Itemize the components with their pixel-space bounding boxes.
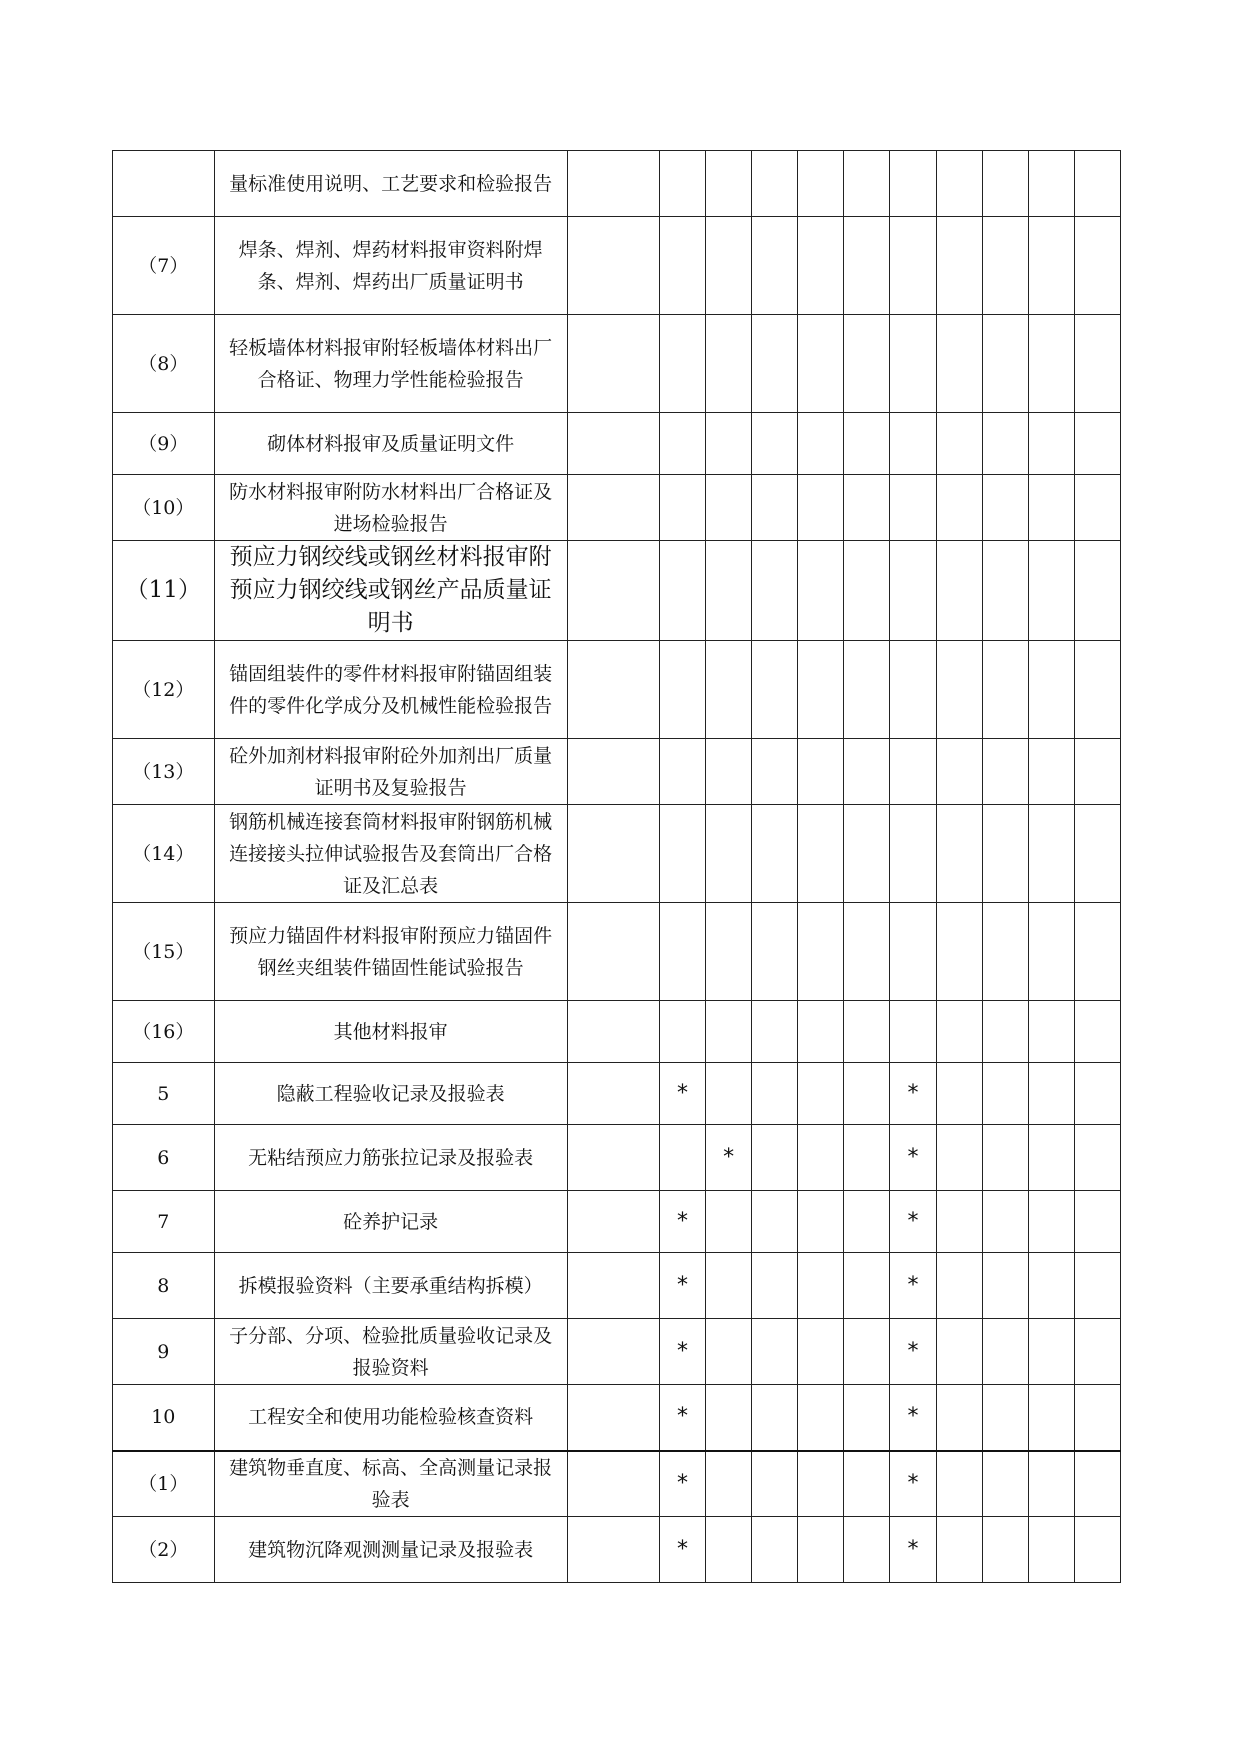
- table-row: [113, 151, 1121, 217]
- row-number: （7）: [113, 217, 215, 315]
- check-cell: *: [890, 1517, 936, 1583]
- check-cell: [752, 475, 798, 541]
- check-cell: [1028, 1517, 1074, 1583]
- check-cell: [890, 739, 936, 805]
- check-cell: [844, 641, 890, 739]
- check-cell: [844, 217, 890, 315]
- check-cell: [844, 903, 890, 1001]
- table-row: [113, 475, 1121, 541]
- check-cell: [982, 475, 1028, 541]
- check-cell: [844, 1517, 890, 1583]
- check-cell: [936, 1385, 982, 1451]
- check-cell: [659, 1125, 705, 1191]
- check-cell: [752, 1517, 798, 1583]
- check-cell: [752, 315, 798, 413]
- check-cell: [752, 1001, 798, 1063]
- check-cell: [982, 151, 1028, 217]
- check-cell: *: [659, 1319, 705, 1385]
- check-cell: [1074, 1001, 1120, 1063]
- check-cell: [982, 1451, 1028, 1517]
- check-cell: [798, 217, 844, 315]
- item-description: 建筑物垂直度、标高、全高测量记录报验表: [214, 1451, 567, 1517]
- check-cell: [752, 1319, 798, 1385]
- check-cell: [706, 217, 752, 315]
- check-cell: [567, 475, 659, 541]
- check-cell: [982, 739, 1028, 805]
- check-cell: *: [659, 1063, 705, 1125]
- check-cell: [567, 217, 659, 315]
- check-cell: [798, 641, 844, 739]
- check-cell: *: [659, 1517, 705, 1583]
- check-cell: [798, 151, 844, 217]
- check-cell: [936, 1001, 982, 1063]
- row-number: 6: [113, 1125, 215, 1191]
- check-cell: [567, 151, 659, 217]
- check-cell: [659, 413, 705, 475]
- row-number: （1）: [113, 1451, 215, 1517]
- check-cell: [798, 1451, 844, 1517]
- item-description: 防水材料报审附防水材料出厂合格证及进场检验报告: [214, 475, 567, 541]
- check-cell: [890, 475, 936, 541]
- item-description: 拆模报验资料（主要承重结构拆模）: [214, 1253, 567, 1319]
- check-cell: [844, 1253, 890, 1319]
- check-cell: [1074, 1125, 1120, 1191]
- check-cell: *: [659, 1451, 705, 1517]
- check-cell: *: [659, 1191, 705, 1253]
- check-cell: [752, 1063, 798, 1125]
- check-cell: [706, 1451, 752, 1517]
- check-cell: [798, 1253, 844, 1319]
- check-cell: [1028, 1063, 1074, 1125]
- row-number: （13）: [113, 739, 215, 805]
- row-number: （12）: [113, 641, 215, 739]
- item-description: 建筑物沉降观测测量记录及报验表: [214, 1517, 567, 1583]
- check-cell: [752, 1125, 798, 1191]
- check-cell: [752, 541, 798, 641]
- table-row: [113, 413, 1121, 475]
- check-cell: [659, 315, 705, 413]
- check-cell: [659, 805, 705, 903]
- check-cell: [982, 805, 1028, 903]
- check-cell: [798, 903, 844, 1001]
- table-row: [113, 541, 1121, 641]
- check-cell: [1074, 413, 1120, 475]
- check-cell: [798, 1125, 844, 1191]
- check-cell: [567, 315, 659, 413]
- row-number: 5: [113, 1063, 215, 1125]
- check-cell: [1074, 1451, 1120, 1517]
- check-cell: [1074, 151, 1120, 217]
- check-cell: [1028, 739, 1074, 805]
- check-cell: [706, 739, 752, 805]
- check-cell: [844, 1385, 890, 1451]
- check-cell: [982, 903, 1028, 1001]
- check-cell: [752, 739, 798, 805]
- check-cell: [752, 413, 798, 475]
- check-cell: [798, 805, 844, 903]
- item-description: 工程安全和使用功能检验核查资料: [214, 1385, 567, 1451]
- check-cell: [752, 217, 798, 315]
- check-cell: [706, 805, 752, 903]
- check-cell: [752, 151, 798, 217]
- check-cell: [659, 903, 705, 1001]
- table-row: [113, 739, 1121, 805]
- item-description: 隐蔽工程验收记录及报验表: [214, 1063, 567, 1125]
- check-cell: *: [890, 1191, 936, 1253]
- row-number: （15）: [113, 903, 215, 1001]
- table-row: [113, 1451, 1121, 1517]
- check-cell: [982, 641, 1028, 739]
- check-cell: [936, 1517, 982, 1583]
- check-cell: [1028, 1125, 1074, 1191]
- check-cell: *: [890, 1063, 936, 1125]
- check-cell: [567, 739, 659, 805]
- table-row: [113, 1001, 1121, 1063]
- check-cell: [706, 1191, 752, 1253]
- checklist-table: [112, 150, 1121, 1583]
- check-cell: [936, 1319, 982, 1385]
- check-cell: [752, 641, 798, 739]
- check-cell: [890, 413, 936, 475]
- check-cell: [1074, 217, 1120, 315]
- check-cell: [844, 475, 890, 541]
- check-cell: [798, 739, 844, 805]
- check-cell: [567, 641, 659, 739]
- check-cell: [706, 641, 752, 739]
- check-cell: [706, 1001, 752, 1063]
- check-cell: [1074, 739, 1120, 805]
- check-cell: [706, 1063, 752, 1125]
- check-cell: [1074, 475, 1120, 541]
- check-cell: [890, 315, 936, 413]
- check-cell: [659, 475, 705, 541]
- row-number: （8）: [113, 315, 215, 413]
- check-cell: [659, 739, 705, 805]
- check-cell: [936, 475, 982, 541]
- check-cell: [1074, 805, 1120, 903]
- row-number: （2）: [113, 1517, 215, 1583]
- row-number: 7: [113, 1191, 215, 1253]
- check-cell: [844, 413, 890, 475]
- check-cell: [844, 739, 890, 805]
- item-description: 预应力锚固件材料报审附预应力锚固件钢丝夹组装件锚固性能试验报告: [214, 903, 567, 1001]
- table-row: [113, 1319, 1121, 1385]
- check-cell: [798, 1063, 844, 1125]
- check-cell: [567, 903, 659, 1001]
- item-description: 子分部、分项、检验批质量验收记录及报验资料: [214, 1319, 567, 1385]
- row-number: （10）: [113, 475, 215, 541]
- check-cell: [936, 739, 982, 805]
- check-cell: [982, 1191, 1028, 1253]
- check-cell: [1028, 217, 1074, 315]
- check-cell: [798, 1191, 844, 1253]
- check-cell: [798, 1517, 844, 1583]
- check-cell: [706, 541, 752, 641]
- check-cell: [1028, 805, 1074, 903]
- check-cell: [1028, 315, 1074, 413]
- check-cell: [982, 217, 1028, 315]
- check-cell: *: [659, 1385, 705, 1451]
- check-cell: [567, 413, 659, 475]
- check-cell: [798, 475, 844, 541]
- check-cell: [1074, 541, 1120, 641]
- check-cell: [844, 1125, 890, 1191]
- check-cell: [936, 151, 982, 217]
- check-cell: [890, 903, 936, 1001]
- check-cell: [752, 903, 798, 1001]
- check-cell: [752, 1451, 798, 1517]
- check-cell: [844, 151, 890, 217]
- item-description: 无粘结预应力筋张拉记录及报验表: [214, 1125, 567, 1191]
- check-cell: [936, 805, 982, 903]
- check-cell: [798, 315, 844, 413]
- check-cell: [982, 1001, 1028, 1063]
- check-cell: [798, 1319, 844, 1385]
- check-cell: [982, 413, 1028, 475]
- check-cell: [567, 1517, 659, 1583]
- check-cell: [567, 805, 659, 903]
- check-cell: [1074, 1191, 1120, 1253]
- check-cell: [567, 1253, 659, 1319]
- row-number: 9: [113, 1319, 215, 1385]
- check-cell: [798, 541, 844, 641]
- check-cell: [706, 315, 752, 413]
- item-description: 预应力钢绞线或钢丝材料报审附预应力钢绞线或钢丝产品质量证明书: [214, 541, 567, 641]
- check-cell: [936, 903, 982, 1001]
- check-cell: *: [706, 1125, 752, 1191]
- item-description: 砼外加剂材料报审附砼外加剂出厂质量证明书及复验报告: [214, 739, 567, 805]
- check-cell: [706, 151, 752, 217]
- row-number: （14）: [113, 805, 215, 903]
- check-cell: [844, 541, 890, 641]
- check-cell: [936, 541, 982, 641]
- check-cell: [982, 541, 1028, 641]
- check-cell: [706, 1385, 752, 1451]
- table-row: [113, 315, 1121, 413]
- check-cell: [567, 1063, 659, 1125]
- check-cell: *: [890, 1385, 936, 1451]
- check-cell: [1074, 1385, 1120, 1451]
- check-cell: [1028, 413, 1074, 475]
- check-cell: [659, 1001, 705, 1063]
- check-cell: [706, 475, 752, 541]
- check-cell: [936, 1191, 982, 1253]
- check-cell: [1028, 475, 1074, 541]
- check-cell: [1028, 1451, 1074, 1517]
- check-cell: [659, 217, 705, 315]
- check-cell: [890, 217, 936, 315]
- check-cell: [844, 1319, 890, 1385]
- check-cell: [890, 151, 936, 217]
- row-number: 10: [113, 1385, 215, 1451]
- check-cell: [706, 903, 752, 1001]
- check-cell: [1028, 151, 1074, 217]
- check-cell: [1074, 315, 1120, 413]
- check-cell: [982, 1063, 1028, 1125]
- row-number: （11）: [113, 541, 215, 641]
- check-cell: [844, 315, 890, 413]
- check-cell: *: [890, 1319, 936, 1385]
- check-cell: [1028, 1191, 1074, 1253]
- check-cell: [936, 641, 982, 739]
- check-cell: [1074, 1319, 1120, 1385]
- check-cell: [936, 1063, 982, 1125]
- item-description: 钢筋机械连接套筒材料报审附钢筋机械连接接头拉伸试验报告及套筒出厂合格证及汇总表: [214, 805, 567, 903]
- check-cell: [659, 641, 705, 739]
- check-cell: [1074, 1063, 1120, 1125]
- check-cell: [936, 1451, 982, 1517]
- check-cell: [567, 1385, 659, 1451]
- table-row: [113, 1253, 1121, 1319]
- check-cell: [706, 413, 752, 475]
- item-description: 砼养护记录: [214, 1191, 567, 1253]
- check-cell: [752, 805, 798, 903]
- check-cell: [982, 1385, 1028, 1451]
- check-cell: [752, 1385, 798, 1451]
- item-description: 砌体材料报审及质量证明文件: [214, 413, 567, 475]
- check-cell: [1074, 1517, 1120, 1583]
- check-cell: [567, 1319, 659, 1385]
- check-cell: [567, 541, 659, 641]
- check-cell: [1028, 903, 1074, 1001]
- check-cell: [982, 1319, 1028, 1385]
- table-row: [113, 1191, 1121, 1253]
- check-cell: [706, 1319, 752, 1385]
- check-cell: *: [890, 1125, 936, 1191]
- check-cell: [567, 1125, 659, 1191]
- check-cell: [1074, 903, 1120, 1001]
- check-cell: *: [659, 1253, 705, 1319]
- table-row: [113, 217, 1121, 315]
- check-cell: [936, 1125, 982, 1191]
- check-cell: [659, 151, 705, 217]
- check-cell: [798, 413, 844, 475]
- check-cell: [567, 1451, 659, 1517]
- item-description: 锚固组装件的零件材料报审附锚固组装件的零件化学成分及机械性能检验报告: [214, 641, 567, 739]
- row-number: （9）: [113, 413, 215, 475]
- check-cell: [982, 1125, 1028, 1191]
- table-body: [113, 151, 1121, 1583]
- check-cell: [982, 315, 1028, 413]
- check-cell: [936, 413, 982, 475]
- check-cell: [659, 541, 705, 641]
- check-cell: [706, 1253, 752, 1319]
- check-cell: [936, 217, 982, 315]
- check-cell: [752, 1253, 798, 1319]
- check-cell: [1028, 541, 1074, 641]
- table-row: [113, 805, 1121, 903]
- check-cell: [982, 1517, 1028, 1583]
- item-description: 焊条、焊剂、焊药材料报审资料附焊条、焊剂、焊药出厂质量证明书: [214, 217, 567, 315]
- check-cell: *: [890, 1451, 936, 1517]
- table-row: [113, 1385, 1121, 1451]
- table-row: [113, 1063, 1121, 1125]
- check-cell: [890, 1001, 936, 1063]
- check-cell: [936, 315, 982, 413]
- check-cell: *: [890, 1253, 936, 1319]
- check-cell: [798, 1001, 844, 1063]
- check-cell: [1074, 641, 1120, 739]
- table-row: [113, 1517, 1121, 1583]
- check-cell: [1028, 1001, 1074, 1063]
- row-number: [113, 151, 215, 217]
- check-cell: [936, 1253, 982, 1319]
- table-row: [113, 1125, 1121, 1191]
- check-cell: [567, 1191, 659, 1253]
- check-cell: [844, 1191, 890, 1253]
- table-row: [113, 903, 1121, 1001]
- row-number: 8: [113, 1253, 215, 1319]
- item-description: 其他材料报审: [214, 1001, 567, 1063]
- check-cell: [890, 805, 936, 903]
- row-number: （16）: [113, 1001, 215, 1063]
- check-cell: [890, 541, 936, 641]
- check-cell: [1028, 1319, 1074, 1385]
- check-cell: [1028, 1385, 1074, 1451]
- check-cell: [844, 1001, 890, 1063]
- table-row: [113, 641, 1121, 739]
- check-cell: [982, 1253, 1028, 1319]
- check-cell: [844, 805, 890, 903]
- check-cell: [844, 1063, 890, 1125]
- check-cell: [1028, 1253, 1074, 1319]
- check-cell: [890, 641, 936, 739]
- check-cell: [1028, 641, 1074, 739]
- check-cell: [1074, 1253, 1120, 1319]
- check-cell: [752, 1191, 798, 1253]
- item-description: 轻板墙体材料报审附轻板墙体材料出厂合格证、物理力学性能检验报告: [214, 315, 567, 413]
- check-cell: [706, 1517, 752, 1583]
- check-cell: [567, 1001, 659, 1063]
- check-cell: [844, 1451, 890, 1517]
- item-description: 量标准使用说明、工艺要求和检验报告: [214, 151, 567, 217]
- check-cell: [798, 1385, 844, 1451]
